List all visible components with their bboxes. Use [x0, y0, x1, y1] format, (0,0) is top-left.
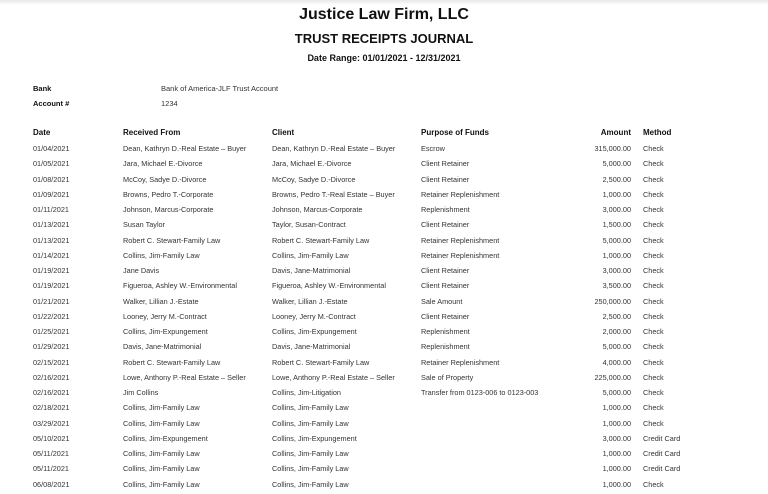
cell-received-from: Collins, Jim-Expungement	[123, 327, 208, 337]
col-method: Method	[643, 128, 672, 137]
cell-purpose: Retainer Replenishment	[421, 357, 500, 367]
cell-date: 01/13/2021	[33, 220, 70, 230]
cell-purpose	[421, 431, 551, 446]
col-amount: Amount	[600, 128, 631, 137]
table-row	[33, 278, 713, 293]
cell-date: 01/13/2021	[33, 235, 70, 245]
cell-purpose: Sale of Property	[421, 372, 474, 382]
cell-method: Check	[643, 403, 664, 413]
cell-purpose: Retainer Replenishment	[421, 189, 500, 199]
cell-amount: 5,000.00	[602, 159, 631, 169]
cell-received-from: Collins, Jim-Family Law	[123, 449, 200, 459]
cell-purpose	[421, 416, 551, 431]
table-row	[33, 446, 713, 461]
cell-received-from: Collins, Jim-Family Law	[123, 479, 200, 489]
cell-received-from: Walker, Lillian J.-Estate	[123, 296, 199, 306]
cell-method: Check	[643, 311, 664, 321]
cell-date: 06/08/2021	[33, 479, 70, 489]
cell-date: 01/19/2021	[33, 266, 70, 276]
cell-purpose: Client Retainer	[421, 266, 470, 276]
cell-method: Check	[643, 220, 664, 230]
cell-date: 01/04/2021	[33, 144, 70, 154]
cell-amount: 1,500.00	[602, 220, 631, 230]
cell-purpose: Client Retainer	[421, 281, 470, 291]
cell-client: Davis, Jane-Matrimonial	[272, 342, 351, 352]
cell-amount: 2,000.00	[602, 327, 631, 337]
cell-amount: 1,000.00	[602, 479, 631, 489]
table-header-row	[33, 126, 713, 141]
col-purpose: Purpose of Funds	[421, 128, 489, 137]
cell-received-from: Jane Davis	[123, 266, 160, 276]
cell-received-from: Susan Taylor	[123, 220, 166, 230]
cell-purpose: Client Retainer	[421, 311, 470, 321]
cell-method: Credit Card	[643, 464, 681, 474]
cell-method: Check	[643, 235, 664, 245]
cell-method: Check	[643, 388, 664, 398]
cell-amount: 3,000.00	[602, 266, 631, 276]
cell-client: Collins, Jim-Expungement	[272, 327, 357, 337]
cell-client: Dean, Kathryn D.-Real Estate – Buyer	[272, 144, 396, 154]
report-title: TRUST RECEIPTS JOURNAL	[294, 31, 474, 46]
cell-method: Check	[643, 479, 664, 489]
cell-amount: 5,000.00	[602, 235, 631, 245]
cell-date: 02/18/2021	[33, 403, 70, 413]
cell-client: Collins, Jim-Family Law	[272, 403, 349, 413]
cell-received-from: Collins, Jim-Family Law	[123, 250, 200, 260]
table-row	[33, 385, 713, 400]
cell-date: 01/19/2021	[33, 281, 70, 291]
cell-amount: 1,000.00	[602, 449, 631, 459]
cell-amount: 3,500.00	[602, 281, 631, 291]
cell-method: Check	[643, 342, 664, 352]
table-row	[33, 355, 713, 370]
col-client: Client	[272, 128, 295, 137]
cell-client: Jara, Michael E.-Divorce	[272, 159, 352, 169]
cell-received-from: McCoy, Sadye D.-Divorce	[123, 174, 207, 184]
date-range: Date Range: 01/01/2021 - 12/31/2021	[307, 53, 461, 63]
cell-date: 02/16/2021	[33, 388, 70, 398]
cell-amount: 1,000.00	[602, 418, 631, 428]
cell-received-from: Jara, Michael E.-Divorce	[123, 159, 203, 169]
cell-purpose: Replenishment	[421, 342, 470, 352]
cell-date: 02/15/2021	[33, 357, 70, 367]
table-row	[33, 233, 713, 248]
cell-method: Check	[643, 357, 664, 367]
table-row	[33, 370, 713, 385]
cell-method: Check	[643, 281, 664, 291]
cell-client: Johnson, Marcus-Corporate	[272, 205, 363, 215]
cell-method: Check	[643, 327, 664, 337]
cell-received-from: Robert C. Stewart-Family Law	[123, 357, 221, 367]
page-top-shadow	[0, 0, 768, 5]
cell-date: 05/11/2021	[33, 449, 69, 459]
cell-date: 01/11/2021	[33, 205, 69, 215]
cell-purpose: Replenishment	[421, 205, 470, 215]
cell-purpose	[421, 400, 551, 415]
table-row	[33, 141, 713, 156]
cell-purpose: Client Retainer	[421, 220, 470, 230]
cell-date: 01/14/2021	[33, 250, 70, 260]
cell-client: Collins, Jim-Family Law	[272, 250, 349, 260]
cell-client: Walker, Lillian J.-Estate	[272, 296, 348, 306]
cell-amount: 3,000.00	[602, 205, 631, 215]
cell-amount: 1,000.00	[602, 189, 631, 199]
col-date: Date	[33, 128, 51, 137]
cell-amount: 1,000.00	[602, 403, 631, 413]
cell-client: Davis, Jane-Matrimonial	[272, 266, 351, 276]
cell-method: Check	[643, 159, 664, 169]
table-row	[33, 172, 713, 187]
table-row	[33, 263, 713, 278]
cell-method: Check	[643, 144, 664, 154]
cell-amount: 1,000.00	[602, 464, 631, 474]
cell-received-from: Collins, Jim-Family Law	[123, 464, 200, 474]
cell-purpose: Retainer Replenishment	[421, 235, 500, 245]
cell-amount: 250,000.00	[594, 296, 631, 306]
cell-amount: 2,500.00	[602, 311, 631, 321]
cell-purpose	[421, 477, 551, 492]
cell-received-from: Davis, Jane-Matrimonial	[123, 342, 202, 352]
table-row	[33, 416, 713, 431]
cell-amount: 5,000.00	[602, 388, 631, 398]
cell-method: Check	[643, 266, 664, 276]
cell-client: Robert C. Stewart-Family Law	[272, 235, 370, 245]
cell-date: 01/21/2021	[33, 296, 70, 306]
cell-client: Browns, Pedro T.-Real Estate – Buyer	[272, 189, 395, 199]
cell-purpose: Sale Amount	[421, 296, 463, 306]
receipts-table	[33, 126, 713, 492]
cell-method: Credit Card	[643, 433, 681, 443]
cell-amount: 315,000.00	[594, 144, 631, 154]
table-row	[33, 477, 713, 492]
cell-method: Check	[643, 250, 664, 260]
cell-purpose: Retainer Replenishment	[421, 250, 500, 260]
table-row	[33, 187, 713, 202]
cell-method: Check	[643, 189, 664, 199]
cell-date: 05/10/2021	[33, 433, 70, 443]
cell-amount: 1,000.00	[602, 250, 631, 260]
table-row	[33, 400, 713, 415]
account-value: 1234	[161, 99, 178, 108]
firm-name: Justice Law Firm, LLC	[299, 6, 469, 23]
cell-received-from: Robert C. Stewart-Family Law	[123, 235, 221, 245]
cell-date: 01/29/2021	[33, 342, 70, 352]
cell-client: Taylor, Susan-Contract	[272, 220, 346, 230]
cell-client: Lowe, Anthony P.-Real Estate – Seller	[272, 372, 395, 382]
cell-purpose: Client Retainer	[421, 174, 470, 184]
cell-received-from: Collins, Jim-Family Law	[123, 403, 200, 413]
cell-received-from: Figueroa, Ashley W.-Environmental	[123, 281, 237, 291]
cell-method: Check	[643, 296, 664, 306]
cell-purpose: Transfer from 0123-006 to 0123-003	[421, 388, 539, 398]
cell-date: 01/05/2021	[33, 159, 70, 169]
bank-value: Bank of America-JLF Trust Account	[161, 84, 279, 93]
cell-amount: 225,000.00	[594, 372, 631, 382]
cell-amount: 2,500.00	[602, 174, 631, 184]
table-row	[33, 248, 713, 263]
cell-date: 01/09/2021	[33, 189, 70, 199]
cell-date: 02/16/2021	[33, 372, 70, 382]
table-row	[33, 309, 713, 324]
cell-method: Credit Card	[643, 449, 681, 459]
table-row	[33, 202, 713, 217]
cell-client: McCoy, Sadye D.-Divorce	[272, 174, 356, 184]
cell-client: Collins, Jim-Litigation	[272, 388, 341, 398]
cell-method: Check	[643, 418, 664, 428]
cell-purpose	[421, 461, 551, 476]
cell-date: 03/29/2021	[33, 418, 70, 428]
cell-date: 01/25/2021	[33, 327, 70, 337]
cell-amount: 4,000.00	[602, 357, 631, 367]
cell-client: Figueroa, Ashley W.-Environmental	[272, 281, 386, 291]
cell-purpose: Client Retainer	[421, 159, 470, 169]
table-row	[33, 294, 713, 309]
bank-label: Bank	[33, 84, 52, 93]
account-label: Account #	[33, 99, 70, 108]
table-row	[33, 431, 713, 446]
cell-client: Collins, Jim-Family Law	[272, 418, 349, 428]
cell-received-from: Browns, Pedro T.-Corporate	[123, 189, 214, 199]
cell-received-from: Dean, Kathryn D.-Real Estate – Buyer	[123, 144, 247, 154]
table-row	[33, 461, 713, 476]
cell-method: Check	[643, 372, 664, 382]
cell-date: 01/22/2021	[33, 311, 70, 321]
cell-received-from: Looney, Jerry M.-Contract	[123, 311, 207, 321]
cell-received-from: Collins, Jim-Family Law	[123, 418, 200, 428]
cell-received-from: Jim Collins	[123, 388, 159, 398]
cell-amount: 3,000.00	[602, 433, 631, 443]
cell-amount: 5,000.00	[602, 342, 631, 352]
cell-date: 05/11/2021	[33, 464, 69, 474]
cell-received-from: Lowe, Anthony P.-Real Estate – Seller	[123, 372, 246, 382]
cell-client: Looney, Jerry M.-Contract	[272, 311, 356, 321]
cell-client: Collins, Jim-Family Law	[272, 464, 349, 474]
cell-date: 01/08/2021	[33, 174, 70, 184]
table-row	[33, 339, 713, 354]
cell-purpose: Escrow	[421, 144, 445, 154]
table-row	[33, 156, 713, 171]
cell-method: Check	[643, 174, 664, 184]
table-row	[33, 217, 713, 232]
cell-purpose: Replenishment	[421, 327, 470, 337]
cell-purpose	[421, 446, 551, 461]
cell-received-from: Collins, Jim-Expungement	[123, 433, 208, 443]
cell-method: Check	[643, 205, 664, 215]
cell-client: Collins, Jim-Family Law	[272, 449, 349, 459]
cell-client: Collins, Jim-Expungement	[272, 433, 357, 443]
col-received-from: Received From	[123, 128, 181, 137]
table-row	[33, 324, 713, 339]
cell-client: Collins, Jim-Family Law	[272, 479, 349, 489]
cell-client: Robert C. Stewart-Family Law	[272, 357, 370, 367]
cell-received-from: Johnson, Marcus-Corporate	[123, 205, 214, 215]
